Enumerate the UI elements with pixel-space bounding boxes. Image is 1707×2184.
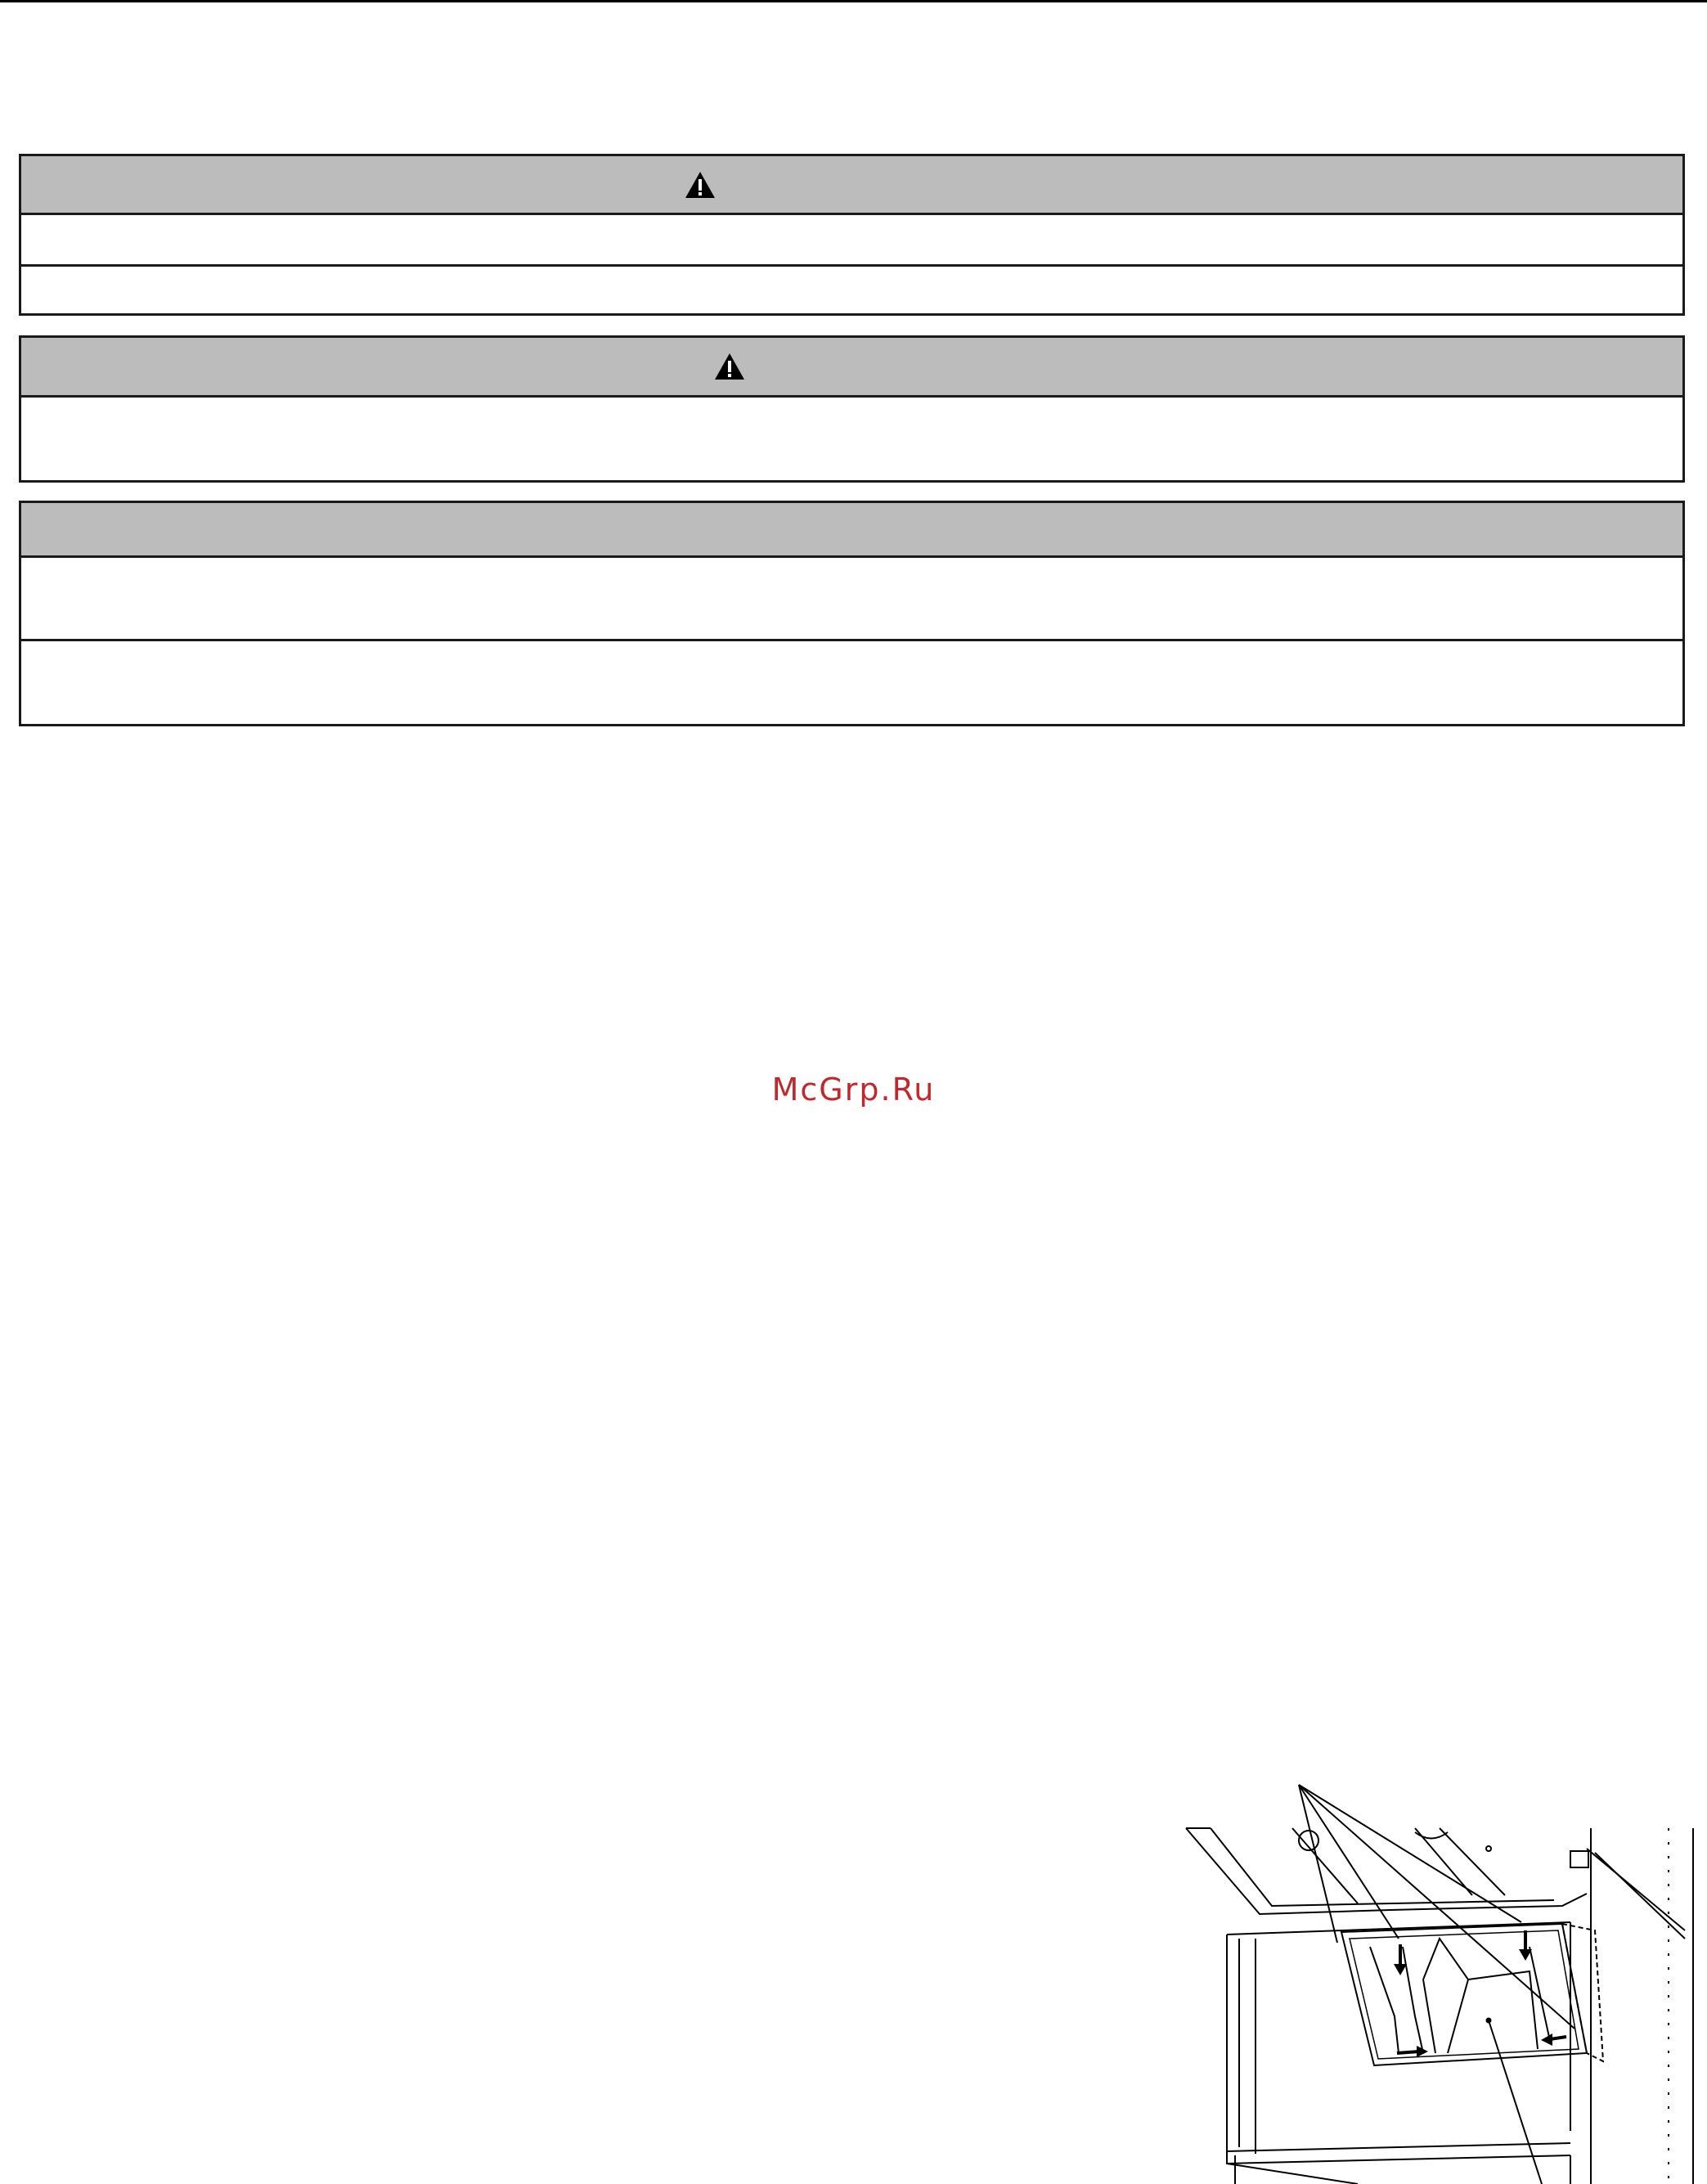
notice-panel-3 <box>19 501 1685 726</box>
assembly-illustration <box>1178 1771 1701 2184</box>
top-rule <box>0 0 1707 2</box>
warning-panel-1-header <box>21 156 1682 215</box>
notice-panel-3-header <box>21 503 1682 558</box>
notice-panel-3-row-1 <box>21 558 1682 641</box>
warning-panel-1-row-1 <box>21 215 1682 267</box>
warning-panel-2 <box>19 335 1685 483</box>
notice-panel-3-row-2 <box>21 641 1682 724</box>
warning-panel-1 <box>19 154 1685 316</box>
warning-triangle-icon <box>713 352 746 381</box>
watermark: McGrp.Ru <box>771 1072 936 1108</box>
warning-triangle-icon <box>684 170 716 200</box>
warning-panel-2-header <box>21 338 1682 398</box>
warning-panel-1-row-2 <box>21 267 1682 313</box>
warning-panel-2-row-1 <box>21 398 1682 480</box>
